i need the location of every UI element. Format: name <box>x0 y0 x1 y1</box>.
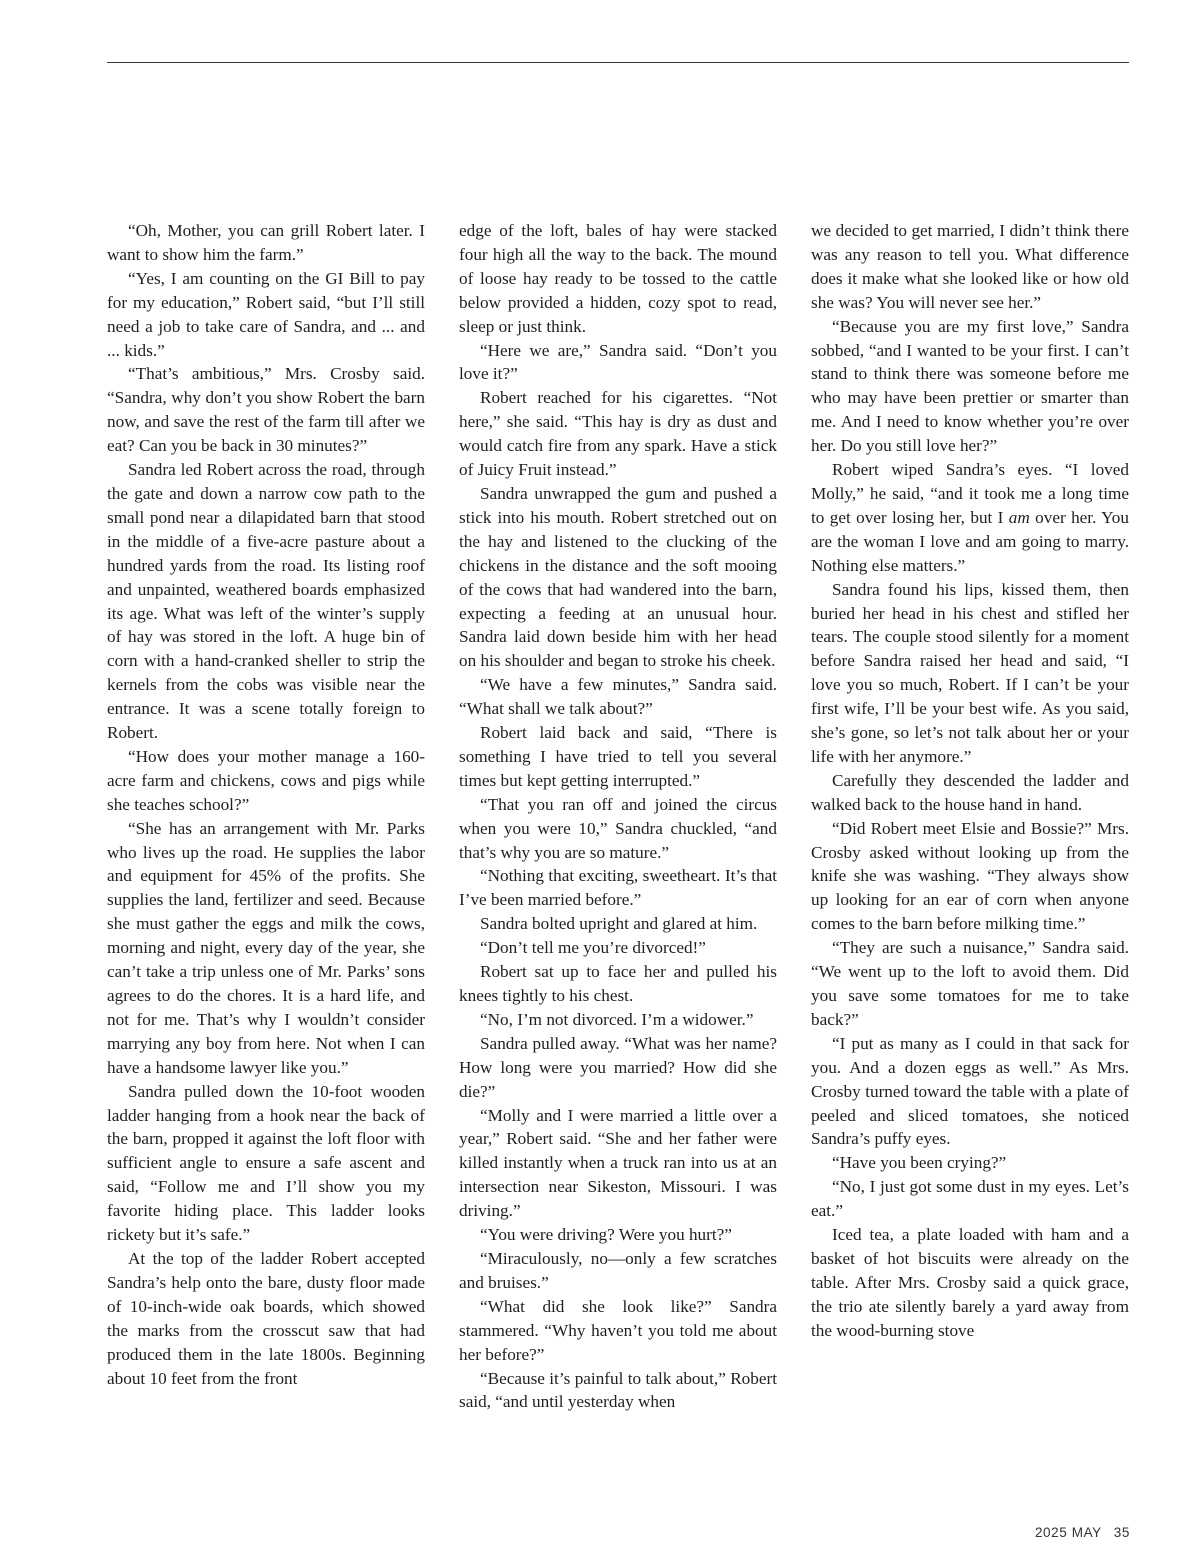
paragraph: “We have a few minutes,” Sandra said. “What shall we talk about?” <box>459 675 777 719</box>
paragraph: Sandra pulled down the 10-foot wooden ladder hanging from a hook near the back of the barn, propped it against the loft floor with sufficient angle to ensure a safe ascent and said, “Follow me and I’ll show you my favorite hiding place. This ladder looks rickety but it’s safe.” <box>107 1081 425 1245</box>
page-folio <box>1035 1525 1130 1540</box>
paragraph: Sandra pulled away. “What was her name? How long were you married? How did she die?” <box>459 1033 777 1101</box>
paragraph: “No, I’m not divorced. I’m a widower.” <box>480 1009 754 1029</box>
column-2 <box>459 219 777 1414</box>
paragraph: “Nothing that exciting, sweetheart. It’s that I’ve been married before.” <box>459 866 777 910</box>
paragraph: “Did Robert meet Elsie and Bossie?” Mrs. Crosby asked without looking up from the knife she was washing. “They always show up looking for an ear of corn when anyone comes to the barn before milking time.” <box>811 818 1129 934</box>
paragraph: Carefully they descended the ladder and walked back to the house hand in hand. <box>811 770 1129 814</box>
paragraph <box>811 458 1129 578</box>
paragraph: “What did she look like?” Sandra stammered. “Why haven’t you told me about her before?” <box>459 1296 777 1364</box>
paragraph: “They are such a nuisance,” Sandra said. “We went up to the loft to avoid them. Did you save some tomatoes for me to take back?” <box>811 938 1129 1029</box>
paragraph: “Molly and I were married a little over a year,” Robert said. “She and her father were killed instantly when a truck ran into us at an intersection near Sikeston, Missouri. I was driving.” <box>459 1105 777 1221</box>
paragraph: “She has an arrangement with Mr. Parks who lives up the road. He supplies the labor and equipment for 45% of the profits. She supplies the land, fertilizer and seed. Because she must gather the eggs and milk the cows, morning and night, every day of the year, she can’t take a trip unless one of Mr. Parks’ sons agrees to do the chores. It is a hard life, and not for me. That’s why I wouldn’t consider marrying any boy from here. Not when I can have a handsome lawyer like you.” <box>107 818 425 1077</box>
paragraph-continued: edge of the loft, bales of hay were stacked four high all the way to the back. The mound of loose hay ready to be tossed to the cattle below provided a hidden, cozy spot to read, sleep or just think. <box>459 221 777 336</box>
paragraph: “Have you been crying?” <box>832 1153 1007 1173</box>
paragraph: “You were driving? Were you hurt?” <box>480 1225 732 1245</box>
paragraph: “I put as many as I could in that sack for you. And a dozen eggs as well.” As Mrs. Crosby turned toward the table with a plate of peeled and sliced tomatoes, she noticed Sandra’s puffy eyes. <box>811 1033 1129 1149</box>
paragraph: “No, I just got some dust in my eyes. Let’s eat.” <box>811 1177 1129 1221</box>
paragraph: “Because it’s painful to talk about,” Robert said, “and until yesterday when <box>459 1368 777 1412</box>
paragraph: “Because you are my first love,” Sandra sobbed, “and I wanted to be your first. I can’t stand to think there was someone before me who may have been prettier or smarter than me. And I need to know whether you’re over her. Do you still love her?” <box>811 316 1129 456</box>
paragraph: Sandra unwrapped the gum and pushed a stick into his mouth. Robert stretched out on the hay and listened to the clucking of the chickens in the distance and the soft mooing of the cows that had wandered into the barn, expecting a feeding at an unusual hour. Sandra laid down beside him with her head on his shoulder and began to stroke his cheek. <box>459 483 777 671</box>
column-3 <box>811 219 1129 1343</box>
paragraph: “Oh, Mother, you can grill Robert later. I want to show him the farm.” <box>107 221 425 264</box>
paragraph: At the top of the ladder Robert accepted Sandra’s help onto the bare, dusty floor made of 10-inch-wide oak boards, which showed the marks from the crosscut saw that had produced them in the late 1800s. Beginning about 10 feet from the front <box>107 1248 425 1388</box>
paragraph: “Don’t tell me you’re divorced!” <box>480 938 706 958</box>
paragraph: Sandra bolted upright and glared at him. <box>480 914 758 934</box>
paragraph: “That you ran off and joined the circus when you were 10,” Sandra chuckled, “and that’s why you are so mature.” <box>459 794 777 862</box>
paragraph: Robert sat up to face her and pulled his knees tightly to his chest. <box>459 962 777 1005</box>
paragraph: “Yes, I am counting on the GI Bill to pay for my education,” Robert said, “but I’ll still need a job to take care of Sandra, and ... and ... kids.” <box>107 268 425 360</box>
header-rule <box>107 62 1129 63</box>
issue-date: 2025 MAY <box>1034 1525 1102 1540</box>
paragraph: Sandra found his lips, kissed them, then buried her head in his chest and stifled her tears. The couple stood silently for a moment before Sandra raised her head and said, “I love you so much, Robert. If I can’t be your first wife, I’ll be your best wife. As you said, she’s gone, so let’s not talk about her or your life with her anymore.” <box>811 579 1129 766</box>
page-number: 35 <box>1113 1525 1130 1540</box>
paragraph: Robert reached for his cigarettes. “Not here,” she said. “This hay is dry as dust and would catch fire from any spark. Have a stick of Juicy Fruit instead.” <box>459 388 777 480</box>
paragraph: “How does your mother manage a 160-acre farm and chickens, cows and pigs while she teaches school?” <box>107 746 425 814</box>
paragraph: Sandra led Robert across the road, through the gate and down a narrow cow path to the small pond near a dilapidated barn that stood in the middle of a five-acre pasture about a hundred yards from the road. Its listing roof and unpainted, weathered boards emphasized its age. What was left of the winter’s supply of hay was stored in the loft. A huge bin of corn with a hand-cranked sheller to strip the kernels from the cobs was visible near the entrance. It was a scene totally foreign to Robert. <box>107 460 425 743</box>
paragraph-continued: we decided to get married, I didn’t think there was any reason to tell you. What difference does it make what she looked like or how old she was? You will never see her.” <box>811 221 1129 312</box>
paragraph-text: Robert wiped Sandra’s eyes. “I loved Molly,” he said, “and it took me a long time to get over losing her, but I <box>811 460 1129 527</box>
paragraph: “Here we are,” Sandra said. “Don’t you love it?” <box>459 340 777 384</box>
paragraph-text: over her. You are the woman I love and am going to marry. Nothing else matters.” <box>811 507 1129 575</box>
paragraph: Iced tea, a plate loaded with ham and a basket of hot biscuits were already on the table. After Mrs. Crosby said a quick grace, the trio ate silently barely a yard away from the wood-burning stove <box>811 1225 1129 1340</box>
column-1 <box>107 219 425 1390</box>
paragraph: “Miraculously, no—only a few scratches and bruises.” <box>459 1248 777 1292</box>
paragraph: Robert laid back and said, “There is something I have tried to tell you several times but kept getting interrupted.” <box>459 723 777 790</box>
emphasis: am <box>1008 507 1030 527</box>
paragraph: “That’s ambitious,” Mrs. Crosby said. “Sandra, why don’t you show Robert the barn now, and save the rest of the farm till after we eat? Can you be back in 30 minutes?” <box>107 364 425 456</box>
